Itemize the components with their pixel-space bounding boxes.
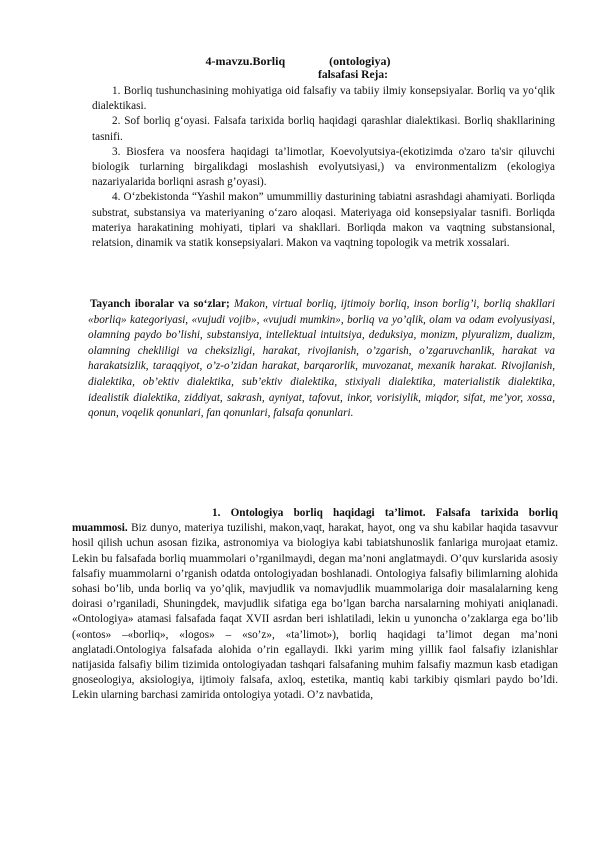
plan-item: 4. O‘zbekistonda “Yashil makon” umummilliy dasturining tabiatni asrashdagi ahamiyati. Borliqda substrat, substansiya va materiyaning o‘zaro aloqasi. Materiyaga oid konsepsiyalar tasnifi. Borliqda materiya harakatining mohiyati, tiplari va shakllari. Borliqda makon va vaqtning substansional, relatsion, dinamik va statik konsepsiyalari. Makon va vaqtning topologik va metrik xossalari. [92, 191, 555, 250]
keywords-label: Tayanch iboralar va so‘zlar; [90, 298, 230, 310]
keywords-text: Makon, virtual borliq, ijtimoiy borliq, inson borlig’i, borliq shakllari «borliq» kategoriyasi, «vujudi vojib», «vujudi mumkin», borliq va yo’qlik, olam va odam evolyusiyasi, olamning paydo bo’lishi, substansiya, intellektual intuitsiya, deduksiya, monizm, plyuralizm, dualizm, olamning chekliligi va cheksizligi, harakat, rivojlanish, o’zgarish, o’zgaruvchanlik, harakat va harakatsizlik, taraqqiyot, o’z-o’zidan harakat, barqarorlik, muvozanat, mexanik harakat. Rivojlanish, dialektika, ob’ektiv dialektika, sub’ektiv dialektika, stixiyali dialektika, materialistik dialektika, idealistik dialektika, ziddiyat, sakrash, ayniyat, tafovut, inkor, vorisiylik, miqdor, sifat, me’yor, xossa, qonun, voqelik qonunlari, fan qonunlari, falsafa qonunlari. [88, 298, 556, 420]
section-heading: 1. Ontologiya borliq haqidagi ta’limot. Falsafa tarixida borliq muammosi. [72, 507, 558, 535]
section-body: Biz dunyo, materiya tuzilishi, makon,vaqt, harakat, hayot, ong va shu kabilar haqida tasavvur hosil qilish uchun asosan fizika, astronomiya va biologiya kabi tabiatshunoslik fanlariga murojaat etamiz. Lekin bu falsafada borliq muammolari o’rganilmaydi, degan ma’noni anglatmaydi. O’quv kurslarida asosiy falsafiy muammolarni o’rganish odatda ontologiyadan boshlanadi. Ontologiya falsafiy bilimlarning alohida sohasi bo’lib, unda borliq va yo’qlik, mavjudlik va nomavjudlik muammolariga doir masalalarning keng doirasi o’rganiladi, Shuningdek, mavjudlik sifatiga ega bo’lgan barcha narsalarning mohiyati aniqlanadi. «Ontologiya» atamasi falsafada faqat XVII asrdan beri ishlatiladi, lekin u yunoncha o’zaklarga ega bo’lib («ontos» –«borliq», «logos» – «so’z», «ta’limot»), borliq haqidagi ta’limot degan ma’noni anglatadi.Ontologiya falsafada alohida o’rin egallaydi. Ikki yarim ming yillik faol falsafiy izlanishlar natijasida falsafiy bilim tizimida ontologiyadan tashqari falsafaning muhim falsafiy mazmun kasb etadigan gnoseologiya, aksiologiya, ijtimoiy falsafa, axloq, estetika, mantiq kabi tarkibiy qismlari paydo bo’ldi. Lekin ularning barchasi zamirida ontologiya yotadi. O’z navbatida, [72, 522, 559, 702]
section-1 [72, 506, 558, 704]
plan-item: 3. Biosfera va noosfera haqidagi ta’limotlar, Koevolyutsiya-(ekotizimda o'zaro ta'sir qiluvchi biologik turlarning birgalikdagi moslashish evolyutsiyasi,) va environmentalizm (ekologiya nazariyalarida borliqni asrash g’oyasi). [92, 145, 555, 189]
plan-item: 2. Sof borliq g‘oyasi. Falsafa tarixida borliq haqidagi qarashlar dialektikasi. Borliq shakllarining tasnifi. [92, 115, 555, 143]
topic-label: 4-mavzu.Borliq [205, 54, 286, 68]
topic-subtitle: (ontologiya) [329, 54, 391, 68]
topic-title [0, 54, 596, 69]
keywords-block [88, 297, 555, 422]
plan-list [92, 84, 555, 251]
plan-heading: falsafasi Reja: [318, 69, 388, 81]
plan-item: 1. Borliq tushunchasining mohiyatiga oid falsafiy va tabiiy ilmiy konsepsiyalar. Borliq va yo‘qlik dialektikasi. [92, 85, 555, 113]
